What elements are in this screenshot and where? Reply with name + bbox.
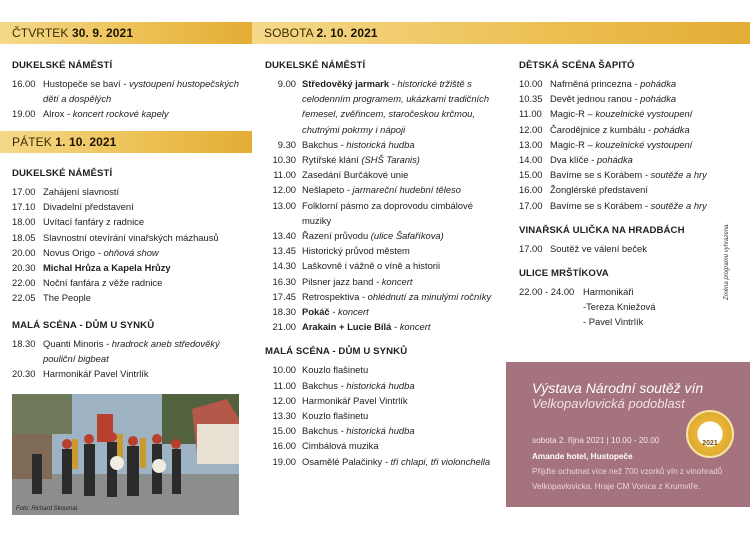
event-title: Osamělé Palačinky <box>302 455 383 467</box>
list-item <box>265 423 493 438</box>
event-title: Cimbálová muzika <box>302 440 379 452</box>
event-title: Bakchus <box>302 425 338 437</box>
event-title: Rytířské klání <box>302 154 359 166</box>
event-note: - koncert <box>391 321 431 333</box>
promo-title: Výstava Národní soutěž vín <box>532 380 704 396</box>
event-title: Divadelní představení <box>43 201 134 213</box>
event-time: 18.30 <box>12 337 36 349</box>
event-title: Harmonikář Pavel Vintrlík <box>302 394 408 406</box>
list-item <box>519 137 719 152</box>
list-item <box>519 122 719 137</box>
event-time: 11.00 <box>519 108 542 120</box>
day-date: 1. 10. 2021 <box>55 135 117 149</box>
section-heading: ULICE MRŠTÍKOVA <box>519 268 609 280</box>
event-title: Slavnostní otevírání vinařských mázhausů <box>43 231 219 243</box>
event-time: 16.00 <box>12 78 36 89</box>
list-item <box>265 198 493 228</box>
event-note: - jarmareční hudební těleso <box>344 184 461 196</box>
event-title: Quanti Minoris <box>43 337 104 349</box>
event-title: Soutěž ve válení beček <box>550 242 647 254</box>
event-note: - ohňová show <box>95 246 159 258</box>
event-list <box>519 76 719 213</box>
badge-year: 2021 <box>702 440 718 447</box>
event-title: Retrospektiva <box>302 290 360 302</box>
list-item <box>265 182 493 197</box>
event-list <box>12 76 244 122</box>
event-title: Bavíme se s Korábem <box>550 169 643 181</box>
event-list <box>519 241 719 256</box>
event-note: - historická hudba <box>337 138 415 150</box>
event-time: 13.45 <box>272 245 296 257</box>
event-time: 10.30 <box>272 154 296 166</box>
list-item <box>12 336 244 366</box>
event-note: - pohádka <box>631 93 677 105</box>
saturday-main-square <box>265 60 493 469</box>
section-heading: DUKELSKÉ NÁMĚSTÍ <box>12 60 113 71</box>
event-time: 22.00 <box>12 277 36 289</box>
event-time: 18.00 <box>12 216 36 228</box>
event-time: 19.00 <box>12 108 36 120</box>
event-note: - ohlédnutí za minulými ročníky <box>359 290 492 302</box>
event-note: - koncert rockové kapely <box>64 108 169 120</box>
thursday-date-bar <box>0 22 252 44</box>
event-list <box>265 362 493 468</box>
event-title: Michal Hrůza a Kapela Hrůzy <box>43 262 171 274</box>
event-list <box>265 76 493 334</box>
friday-date-bar <box>0 131 252 153</box>
event-title: Nafrněná princezna <box>550 78 632 89</box>
event-note: - koncert <box>373 275 413 287</box>
event-title: -Tereza Kniežová <box>583 301 656 313</box>
event-note: - soutěže a hry <box>642 169 707 181</box>
event-title: Laškovně i vážně o víně a historii <box>302 260 441 272</box>
event-title: Pokáč <box>302 306 330 318</box>
list-item <box>12 366 244 381</box>
list-item <box>519 152 719 167</box>
event-title: Kouzlo flašinetu <box>302 364 369 376</box>
saturday-kids-stage <box>519 60 719 330</box>
event-time: 18.05 <box>12 231 36 243</box>
list-item <box>265 378 493 393</box>
list-item <box>12 230 244 245</box>
list-item <box>265 243 493 258</box>
event-time: 13.30 <box>272 410 296 422</box>
list-item <box>12 214 244 229</box>
saturday-date-bar <box>252 22 750 44</box>
event-note: - tři chlapi, tři violonchella <box>382 455 491 467</box>
list-item <box>265 362 493 377</box>
event-title: Pilsner jazz band <box>302 275 374 287</box>
event-time: 17.45 <box>272 290 296 302</box>
event-title: Čarodějnice z kumbálu <box>550 123 646 135</box>
event-time: 12.00 <box>519 123 543 135</box>
list-item <box>519 167 719 182</box>
event-time: 12.00 <box>272 394 296 406</box>
event-list <box>12 336 244 382</box>
event-title: Magic-R <box>550 138 585 150</box>
list-item <box>519 198 719 213</box>
event-time: 17.10 <box>12 201 36 213</box>
list-item <box>12 275 244 290</box>
event-note: - vystoupení hustopečských dětí a dospělých <box>43 78 239 105</box>
friday-section <box>12 168 244 381</box>
event-note: - hradrock aneb středověký pouliční bigbeat <box>43 337 220 364</box>
event-title: Žonglérské představení <box>550 184 648 196</box>
event-time: 9.00 <box>277 78 296 89</box>
list-item <box>12 260 244 275</box>
event-title: Středověký jarmark <box>302 78 390 89</box>
event-title: Novus Origo <box>43 246 96 258</box>
list-item <box>519 106 719 121</box>
side-note: Změna programu vyhrazena. <box>724 222 730 300</box>
list-item <box>265 258 493 273</box>
event-title: - Pavel Vintrlík <box>583 316 644 328</box>
event-time: 10.00 <box>519 78 543 89</box>
event-time: 15.00 <box>519 169 543 181</box>
event-time: 17.00 <box>519 199 543 211</box>
section-heading: DUKELSKÉ NÁMĚSTÍ <box>265 60 366 71</box>
event-note: (SHŠ Taranis) <box>358 154 420 166</box>
event-time: 15.00 <box>272 425 296 437</box>
thursday-section <box>12 60 244 122</box>
event-title: Noční fanfára z věže radnice <box>43 277 163 289</box>
event-time: 14.00 <box>519 154 543 166</box>
event-note: - historická hudba <box>337 425 415 437</box>
event-title: Arakain + Lucie Bílá <box>302 321 392 333</box>
event-time: 16.30 <box>272 275 296 287</box>
event-note: - pohádka <box>645 123 690 135</box>
event-title: Harmonikáři <box>583 286 634 298</box>
promo-line2: Velkopavlovicka. Hraje CM Vonica z Krumvíře. <box>532 482 701 491</box>
day-name: SOBOTA <box>264 26 314 40</box>
event-time: 22.05 <box>12 292 36 304</box>
event-title: Bakchus <box>302 138 338 150</box>
list-item <box>519 76 719 91</box>
list-item <box>519 241 719 256</box>
event-title: Historický průvod městem <box>302 245 410 257</box>
event-time: 21.00 <box>272 321 296 333</box>
event-title: Alrox <box>43 108 65 120</box>
list-item <box>265 274 493 289</box>
list-item <box>265 152 493 167</box>
event-note: - pohádka <box>588 154 633 166</box>
section-heading: MALÁ SCÉNA - DŮM U SYNKŮ <box>265 346 408 358</box>
event-time: 20.00 <box>12 246 36 258</box>
event-note: - koncert <box>329 306 369 318</box>
list-item <box>265 319 493 334</box>
event-time: 17.00 <box>519 242 543 254</box>
event-time: 22.00 - 24.00 <box>519 286 575 298</box>
event-time: 10.00 <box>272 364 296 376</box>
list-item <box>265 137 493 152</box>
procession-photo <box>12 394 239 515</box>
list-item <box>265 289 493 304</box>
event-time: 13.40 <box>272 230 296 242</box>
event-time: 11.00 <box>273 379 296 391</box>
event-title: Folklorní pásmo za doprovodu cimbálové muziky <box>302 199 473 226</box>
event-time: 11.00 <box>273 169 296 181</box>
event-time: 10.35 <box>519 93 543 105</box>
day-name: PÁTEK <box>12 135 52 149</box>
event-time: 13.00 <box>519 138 543 150</box>
day-date: 30. 9. 2021 <box>71 26 134 40</box>
event-note: - soutěže a hry <box>642 199 707 211</box>
event-note: (ulice Šafaříkova) <box>368 230 444 242</box>
award-medal-icon <box>686 410 734 458</box>
promo-line1: Přijďte ochutnat více než 700 vzorků vín z vinohradů <box>532 467 723 476</box>
list-item <box>519 91 719 106</box>
event-time: 14.30 <box>272 260 296 272</box>
event-list <box>12 184 244 306</box>
event-note: - historická hudba <box>337 379 415 391</box>
event-time: 20.30 <box>12 262 36 274</box>
event-time: 12.00 <box>272 184 296 196</box>
event-time: 17.00 <box>12 186 36 197</box>
list-item <box>12 184 244 199</box>
list-item <box>265 454 493 469</box>
wine-exhibition-promo <box>506 362 750 507</box>
section-heading: DĚTSKÁ SCÉNA ŠAPITÓ <box>519 60 635 71</box>
event-time: 13.00 <box>272 199 296 211</box>
event-title: Hustopeče se baví <box>43 78 121 89</box>
list-item <box>265 393 493 408</box>
list-item <box>12 106 244 121</box>
list-item <box>12 76 244 106</box>
event-time: 19.00 <box>272 455 296 467</box>
event-title: Nešlapeto <box>302 184 345 196</box>
event-time: 16.00 <box>519 184 543 196</box>
promo-where: Amande hotel, Hustopeče <box>532 452 633 461</box>
list-item <box>265 76 493 137</box>
event-title: Zasedání Burčákové unie <box>302 169 409 181</box>
event-title: Bakchus <box>302 379 338 391</box>
event-title: Harmonikář Pavel Vintrlík <box>43 368 149 380</box>
event-note: – kouzelnické vystoupení <box>584 138 693 150</box>
list-item <box>12 245 244 260</box>
event-title: Bavíme se s Korábem <box>550 199 643 211</box>
list-item <box>265 304 493 319</box>
event-time: 18.30 <box>272 306 296 318</box>
event-title: Řazení průvodu <box>302 230 369 242</box>
event-title: Kouzlo flašinetu <box>302 410 369 422</box>
event-note: - historické tržiště s celodenním programem, ukázkami tradičních řemesel, zvěřincem, staročeskou krčmou, chutnými pokrmy i nápoji <box>302 78 490 135</box>
photo-credit: Foto: Richard Skoumal <box>16 506 78 512</box>
list-item <box>519 182 719 197</box>
list-item <box>265 438 493 453</box>
section-heading: DUKELSKÉ NÁMĚSTÍ <box>12 168 113 179</box>
event-title: Dva klíče <box>550 154 589 166</box>
list-item <box>12 290 244 305</box>
event-time: 9.30 <box>277 138 296 150</box>
event-note: - pohádka <box>631 78 677 89</box>
event-time: 16.00 <box>272 440 296 452</box>
promo-subtitle: Velkopavlovická podoblast <box>532 396 685 411</box>
event-note: – kouzelnické vystoupení <box>584 108 693 120</box>
list-item <box>519 284 719 330</box>
day-date: 2. 10. 2021 <box>316 26 378 40</box>
event-title: Magic-R <box>550 108 585 120</box>
event-title: The People <box>43 292 91 304</box>
list-item <box>265 167 493 182</box>
event-title: Zahájení slavností <box>43 186 120 197</box>
day-name: ČTVRTEK <box>12 26 69 40</box>
list-item <box>265 228 493 243</box>
list-item <box>12 199 244 214</box>
section-heading: VINAŘSKÁ ULIČKA NA HRADBÁCH <box>519 224 685 236</box>
section-heading: MALÁ SCÉNA - DŮM U SYNKŮ <box>12 319 155 331</box>
event-title: Uvítací fanfáry z radnice <box>43 216 145 228</box>
event-title: Devět jednou ranou <box>550 93 632 105</box>
list-item <box>265 408 493 423</box>
promo-when: sobota 2. října 2021 | 10.00 - 20.00 <box>532 436 660 445</box>
event-time: 20.30 <box>12 368 36 380</box>
